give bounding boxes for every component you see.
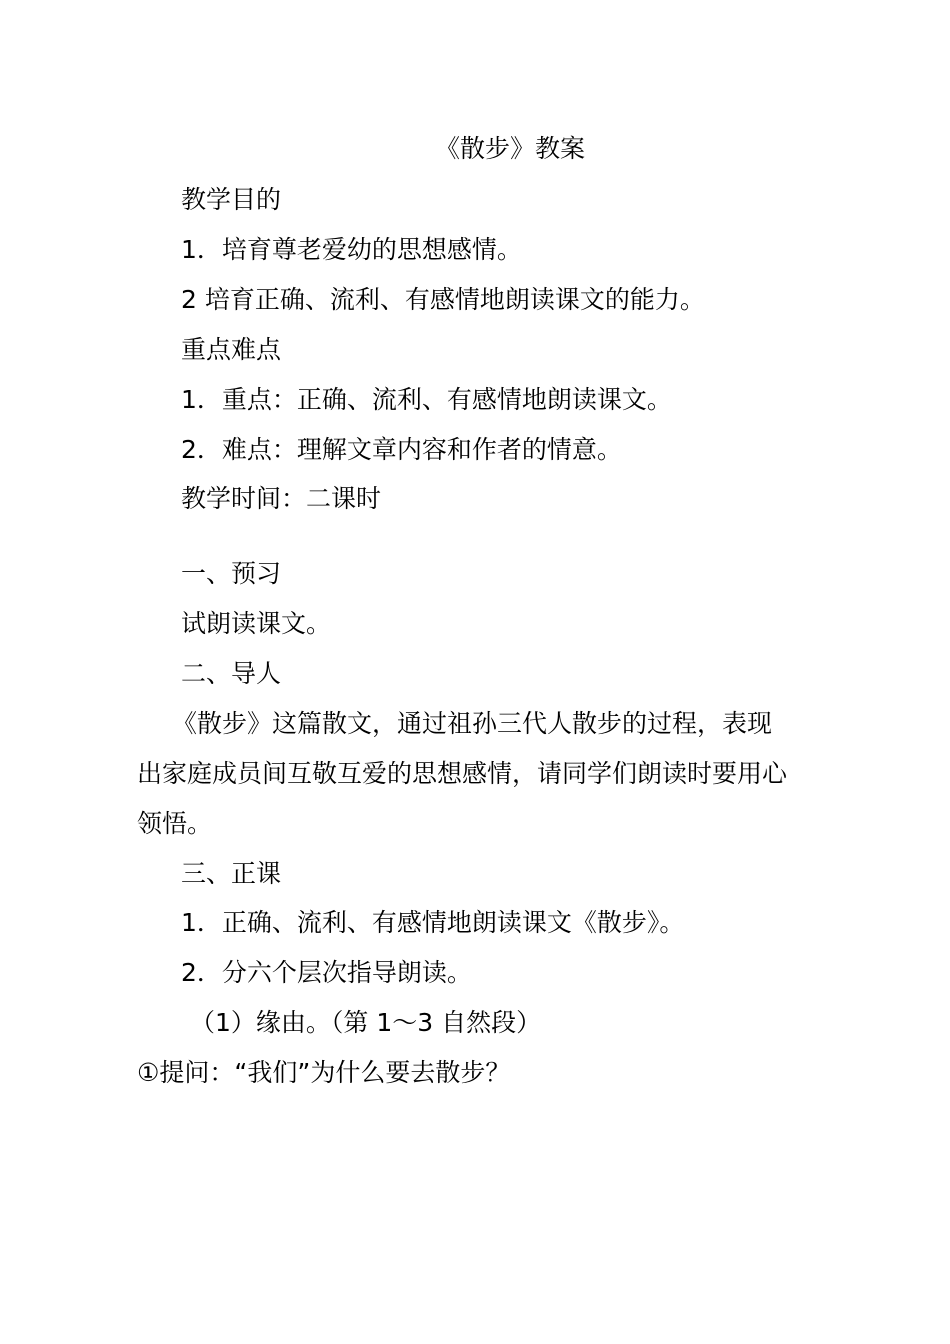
intro-paragraph-line-1: 《散步》这篇散文，通过祖孙三代人散步的过程，表现 (172, 709, 773, 738)
key-point-1: 1．重点：正确、流利、有感情地朗读课文。 (181, 385, 672, 414)
intro-paragraph-line-2: 出家庭成员间互敬互爱的思想感情，请同学们朗读时要用心 (137, 759, 788, 788)
question-1: ①提问：“我们”为什么要去散步？ (137, 1058, 511, 1087)
sub-item-1: （1）缘由。（第 1～3 自然段） (190, 1008, 542, 1037)
main-item-2: 2．分六个层次指导朗读。 (181, 958, 472, 987)
section-heading-preview: 一、预习 (181, 559, 282, 588)
intro-paragraph-line-3: 领悟。 (137, 809, 213, 838)
preview-text: 试朗读课文。 (181, 609, 332, 638)
teaching-time: 教学时间：二课时 (181, 484, 382, 513)
section-heading-key-points: 重点难点 (181, 335, 282, 364)
section-heading-intro: 二、导人 (181, 659, 282, 688)
main-item-1: 1．正确、流利、有感情地朗读课文《散步》。 (181, 908, 685, 937)
section-heading-main: 三、正课 (181, 859, 282, 888)
document-title: 《散步》教案 (434, 134, 585, 163)
section-heading-objectives: 教学目的 (181, 185, 282, 214)
objective-2: 2 培育正确、流利、有感情地朗读课文的能力。 (181, 285, 705, 314)
key-point-2: 2．难点：理解文章内容和作者的情意。 (181, 435, 622, 464)
objective-1: 1．培育尊老爱幼的思想感情。 (181, 235, 522, 264)
